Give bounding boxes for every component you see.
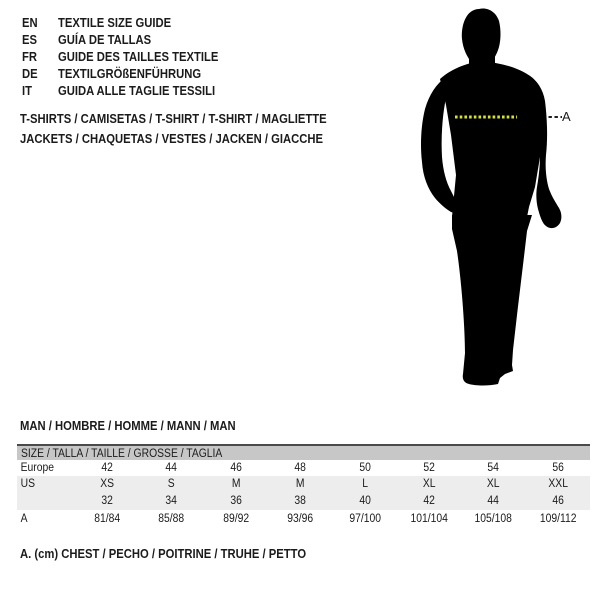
table-cell: 48 bbox=[294, 462, 307, 474]
table-cell: L bbox=[361, 478, 368, 490]
table-cell: 46 bbox=[230, 462, 242, 474]
us-size-band bbox=[17, 476, 590, 510]
torso-shape bbox=[440, 61, 544, 217]
table-cell: XL bbox=[422, 478, 436, 490]
language-label: GUIDA ALLE TAGLIE TESSILI bbox=[58, 84, 216, 98]
table-cell: 54 bbox=[487, 462, 500, 474]
category-tshirts: T-SHIRTS / CAMISETAS / T-SHIRT / T-SHIRT / MAGLIETTE bbox=[20, 112, 327, 126]
legs-shape bbox=[452, 215, 532, 386]
table-cell: 46 bbox=[552, 495, 564, 507]
table-cell: 44 bbox=[487, 495, 500, 507]
table-cell: XS bbox=[100, 478, 115, 490]
table-cell: M bbox=[231, 478, 241, 490]
table-cell: 32 bbox=[101, 495, 113, 507]
section-title: MAN / HOMBRE / HOMME / MANN / MAN bbox=[20, 419, 236, 433]
language-code: ES bbox=[22, 33, 38, 47]
size-table bbox=[17, 444, 590, 528]
table-cell: 89/92 bbox=[222, 513, 249, 525]
language-code: DE bbox=[22, 67, 38, 81]
category-jackets: JACKETS / CHAQUETAS / VESTES / JACKEN / GIACCHE bbox=[20, 132, 323, 146]
table-cell: 36 bbox=[230, 495, 242, 507]
table-cell: M bbox=[295, 478, 305, 490]
language-list bbox=[22, 15, 240, 100]
table-cell: 50 bbox=[358, 462, 371, 474]
language-label: GUÍA DE TALLAS bbox=[58, 33, 152, 47]
row-label bbox=[17, 493, 69, 510]
row-label: Europe bbox=[20, 462, 54, 474]
table-cell: 42 bbox=[423, 495, 435, 507]
table-cell: 42 bbox=[101, 462, 113, 474]
table-cell: 44 bbox=[165, 462, 178, 474]
table-row-chest bbox=[17, 510, 590, 528]
row-label: US bbox=[20, 478, 35, 490]
language-row bbox=[22, 32, 218, 49]
language-row bbox=[22, 66, 218, 83]
table-row-us-numeric bbox=[17, 493, 590, 510]
table-cell: XL bbox=[487, 478, 500, 490]
measure-label-a: A bbox=[562, 109, 571, 124]
language-label: TEXTILGRÖßENFÜHRUNG bbox=[58, 67, 202, 81]
table-cell: 97/100 bbox=[348, 513, 381, 525]
table-cell: 93/96 bbox=[287, 513, 314, 525]
table-row-us bbox=[17, 476, 590, 493]
table-row-europe bbox=[17, 460, 590, 476]
language-row bbox=[22, 83, 218, 100]
language-code: FR bbox=[22, 50, 38, 64]
table-cell: XXL bbox=[548, 478, 568, 490]
measurement-footnote: A. (cm) CHEST / PECHO / POITRINE / TRUHE / PETTO bbox=[20, 547, 307, 561]
table-cell: 109/112 bbox=[539, 513, 577, 525]
table-cell: 56 bbox=[552, 462, 564, 474]
table-cell: 52 bbox=[423, 462, 435, 474]
man-silhouette-figure bbox=[410, 5, 570, 400]
language-row bbox=[22, 49, 218, 66]
table-cell: 105/108 bbox=[474, 513, 513, 525]
row-label: A bbox=[20, 513, 28, 525]
table-header-label: SIZE / TALLA / TAILLE / GRÖSSE / TAGLIA bbox=[21, 448, 223, 460]
table-cell: 38 bbox=[294, 495, 307, 507]
table-cell: 34 bbox=[165, 495, 178, 507]
category-list bbox=[20, 109, 361, 149]
table-header-row bbox=[17, 444, 590, 460]
table-cell: 40 bbox=[358, 495, 371, 507]
language-label: TEXTILE SIZE GUIDE bbox=[58, 16, 172, 30]
table-cell: S bbox=[168, 478, 176, 490]
language-row bbox=[22, 15, 218, 32]
table-cell: 81/84 bbox=[94, 513, 121, 525]
language-code: IT bbox=[22, 84, 32, 98]
language-label: GUIDE DES TAILLES TEXTILE bbox=[58, 50, 219, 64]
table-cell: 85/88 bbox=[158, 513, 185, 525]
language-code: EN bbox=[22, 16, 38, 30]
table-cell: 101/104 bbox=[410, 513, 448, 525]
